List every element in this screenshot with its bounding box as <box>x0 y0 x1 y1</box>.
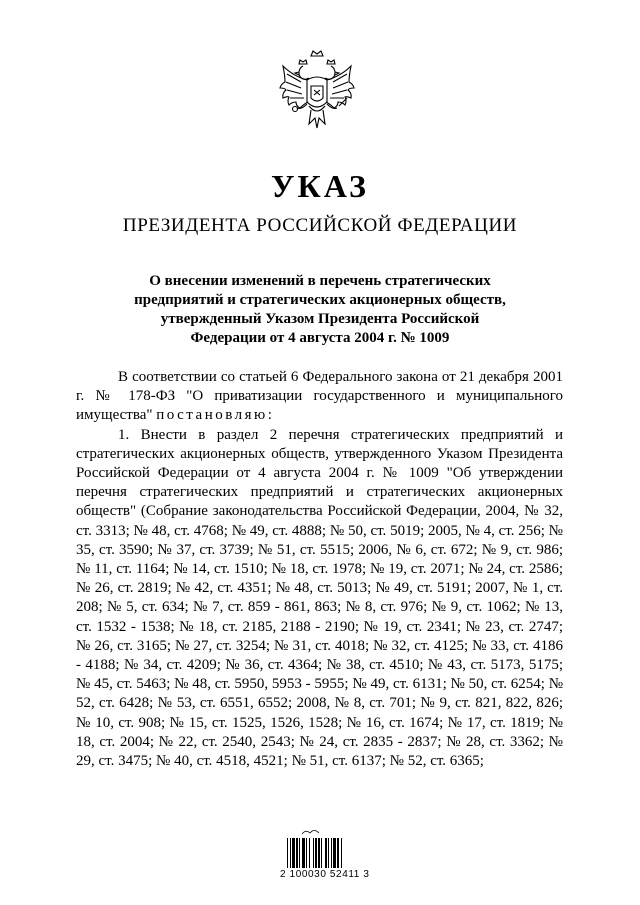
stamp-mark <box>300 828 322 836</box>
preamble-text: В соответствии со статьей 6 Федерального закона от 21 декабря 2001 г. № 178-ФЗ "О приватизации государственного и муниципального имущества" <box>76 369 563 424</box>
decree-heading <box>100 272 540 348</box>
coat-of-arms-emblem <box>277 48 357 144</box>
decree-body <box>76 368 563 771</box>
heading-line: предприятий и стратегических акционерных обществ, <box>134 292 506 308</box>
preamble-paragraph <box>76 368 563 426</box>
heading-line: Федерации от 4 августа 2004 г. № 1009 <box>190 330 450 346</box>
document-subtitle: ПРЕЗИДЕНТА РОССИЙСКОЙ ФЕДЕРАЦИИ <box>122 215 518 236</box>
item-1-paragraph: 1. Внести в раздел 2 перечня стратегических предприятий и стратегических акционерных обществ, утвержденного Указом Президента Российской Федерации от 4 августа 2004 г. № 1009 "Об утверждении перечня стратегических предприятий и стратегических акционерных обществ" (Собрание законодательства Российской Федерации, 2004, № 32, ст. 3313; № 48, ст. 4768; № 49, ст. 4888; № 50, ст. 5019; 2005, № 4, ст. 256; № 35, ст. 3590; № 37, ст. 3739; № 51, ст. 5515; 2006, № 6, ст. 672; № 9, ст. 986; № 11, ст. 1164; № 14, ст. 1510; № 18, ст. 1978; № 19, ст. 2071; № 24, ст. 2586; № 26, ст. 2819; № 42, ст. 4351; № 48, ст. 5013; № 49, ст. 5191; 2007, № 1, ст. 208; № 5, ст. 634; № 7, ст. 859 - 861, 863; № 8, ст. 976; № 9, ст. 1062; № 13, ст. 1532 - 1538; № 18, ст. 2185, 2188 - 2190; № 19, ст. 2341; № 23, ст. 2747; № 26, ст. 3165; № 27, ст. 3254; № 31, ст. 4018; № 32, ст. 4125; № 33, ст. 4186 - 4188; № 34, ст. 4209; № 36, ст. 4364; № 38, ст. 4510; № 43, ст. 5173, 5175; № 45, ст. 5463; № 48, ст. 5950, 5953 - 5955; № 49, ст. 6131; № 50, ст. 6254; № 52, ст. 6428; № 53, ст. 6551, 6552; 2008, № 8, ст. 701; № 9, ст. 821, 822, 826; № 10, ст. 908; № 15, ст. 1525, 1526, 1528; № 16, ст. 1674; № 17, ст. 1819; № 18, ст. 2004; № 22, ст. 2540, 2543; № 24, ст. 2835 - 2837; № 28, ст. 3362; № 29, ст. 3475; № 40, ст. 4518, 4521; № 51, ст. 6137; № 52, ст. 6365; <box>76 426 563 770</box>
barcode <box>287 838 367 868</box>
barcode-number: 2 100030 52411 3 <box>280 869 370 880</box>
heading-line: утвержденный Указом Президента Российской <box>160 311 480 327</box>
decree-word: постановляю: <box>156 407 275 424</box>
document-title: УКАЗ <box>271 168 369 204</box>
heading-line: О внесении изменений в перечень стратегических <box>149 273 491 289</box>
